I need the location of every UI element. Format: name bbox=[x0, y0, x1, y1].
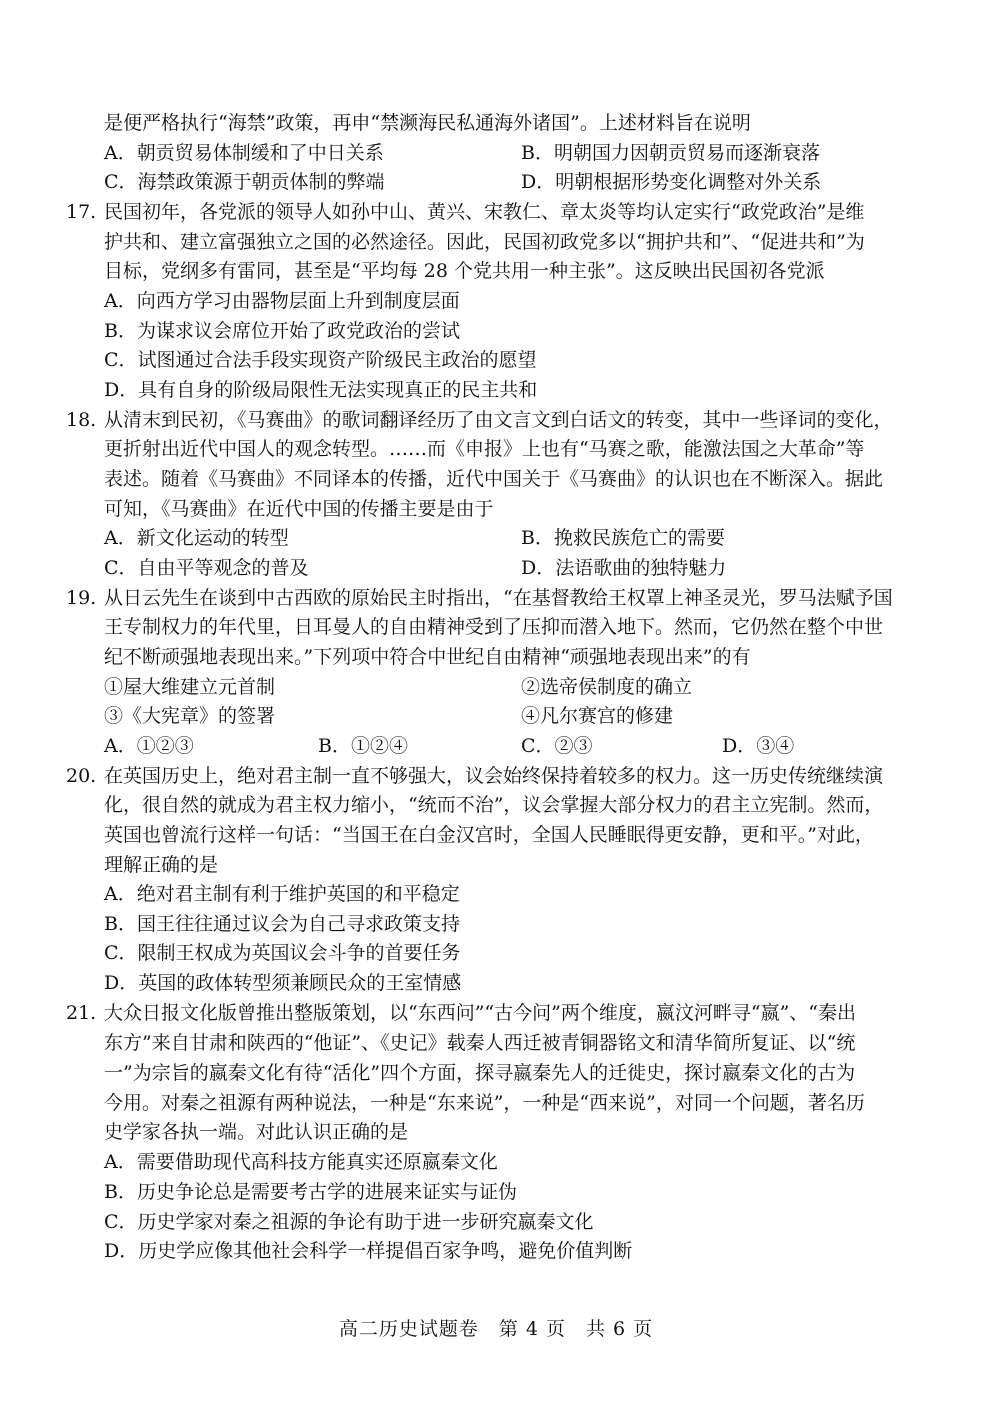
q19-option-a: A．①②③ bbox=[104, 735, 194, 757]
q21-stem-line: 今用。对秦之祖源有两种说法，一种是“东来说”，一种是“西来说”，对同一个问题，著名历 bbox=[104, 1092, 865, 1114]
q19-number: 19. bbox=[66, 587, 97, 609]
q16-option-b: B．明朝国力因朝贡贸易而逐渐衰落 bbox=[521, 142, 820, 164]
q18-option-a: A．新文化运动的转型 bbox=[104, 527, 289, 549]
q17-option-d: D．具有自身的阶级局限性无法实现真正的民主共和 bbox=[104, 379, 538, 401]
q17-option-b: B．为谋求议会席位开始了政党政治的尝试 bbox=[104, 320, 460, 342]
q18-stem-line: 更折射出近代中国人的观念转型。……而《申报》上也有“马赛之歌，能激法国之大革命”等 bbox=[104, 438, 865, 460]
q21-option-a: A．需要借助现代高科技方能真实还原嬴秦文化 bbox=[104, 1151, 498, 1173]
q16-option-a: A．朝贡贸易体制缓和了中日关系 bbox=[104, 142, 384, 164]
q19-option-b: B．①②④ bbox=[318, 735, 408, 757]
q17-option-a: A．向西方学习由器物层面上升到制度层面 bbox=[104, 290, 460, 312]
q16-option-d: D．明朝根据形势变化调整对外关系 bbox=[521, 171, 822, 193]
q20-option-b: B．国王往往通过议会为自己寻求政策支持 bbox=[104, 913, 460, 935]
q18-stem-line: 表述。随着《马赛曲》不同译本的传播，近代中国关于《马赛曲》的认识也在不断深入。据此 bbox=[104, 468, 884, 490]
q21-option-c: C．历史学家对秦之祖源的争论有助于进一步研究嬴秦文化 bbox=[104, 1211, 594, 1233]
q19-item-3: ③《大宪章》的签署 bbox=[104, 705, 276, 727]
q19-item-4: ④凡尔赛宫的修建 bbox=[521, 705, 674, 727]
q17-stem-line: 目标，党纲多有雷同，甚至是“平均每 28 个党共用一种主张”。这反映出民国初各党派 bbox=[104, 260, 825, 282]
page-footer: 高二历史试题卷 第 4 页 共 6 页 bbox=[338, 1318, 654, 1340]
q16-option-c: C．海禁政策源于朝贡体制的弊端 bbox=[104, 171, 385, 193]
q21-number: 21. bbox=[66, 1002, 97, 1024]
q21-stem-line: 史学家各执一端。对此认识正确的是 bbox=[104, 1121, 409, 1143]
q20-stem-line: 英国也曾流行这样一句话：“当国王在白金汉宫时，全国人民睡眠得更安静，更和平。”对此， bbox=[104, 824, 874, 846]
q19-item-2: ②选帝侯制度的确立 bbox=[521, 676, 693, 698]
q18-stem-line: 可知，《马赛曲》在近代中国的传播主要是由于 bbox=[104, 498, 494, 520]
q17-stem-line: 护共和、建立富强独立之国的必然途径。因此，民国初政党多以“拥护共和”、“促进共和”为 bbox=[104, 231, 865, 253]
q19-stem-line: 纪不断顽强地表现出来。”下列项中符合中世纪自由精神“顽强地表现出来”的有 bbox=[104, 646, 751, 668]
q21-option-d: D．历史学应像其他社会科学一样提倡百家争鸣，避免价值判断 bbox=[104, 1240, 633, 1262]
q19-option-d: D．③④ bbox=[722, 735, 795, 757]
q21-stem-line: 一”为宗旨的嬴秦文化有待“活化”四个方面，探寻嬴秦先人的迁徙史，探讨嬴秦文化的古为 bbox=[104, 1062, 856, 1084]
q18-option-d: D．法语歌曲的独特魅力 bbox=[521, 557, 727, 579]
q18-stem-line: 从清末到民初，《马赛曲》的歌词翻译经历了由文言文到白话文的转变，其中一些译词的变化， bbox=[104, 409, 893, 431]
q17-stem-line: 民国初年，各党派的领导人如孙中山、黄兴、宋教仁、章太炎等均认定实行“政党政治”是维 bbox=[104, 201, 865, 223]
q20-option-c: C．限制王权成为英国议会斗争的首要任务 bbox=[104, 942, 461, 964]
q21-option-b: B．历史争论总是需要考古学的进展来证实与证伪 bbox=[104, 1181, 517, 1203]
q19-option-c: C．②③ bbox=[521, 735, 593, 757]
q20-stem-line: 在英国历史上，绝对君主制一直不够强大，议会始终保持着较多的权力。这一历史传统继续演 bbox=[104, 765, 884, 787]
q18-number: 18. bbox=[66, 409, 97, 431]
q21-stem-line: 大众日报文化版曾推出整版策划，以“东西问”“古今问”两个维度，嬴汶河畔寻“嬴”、“秦出 bbox=[104, 1002, 856, 1024]
q19-stem-line: 从日云先生在谈到中古西欧的原始民主时指出，“在基督教给王权罩上神圣灵光，罗马法赋予国 bbox=[104, 587, 893, 609]
q20-option-a: A．绝对君主制有利于维护英国的和平稳定 bbox=[104, 883, 460, 905]
q18-option-c: C．自由平等观念的普及 bbox=[104, 557, 309, 579]
q17-number: 17. bbox=[66, 201, 97, 223]
q20-number: 20. bbox=[66, 765, 97, 787]
q19-stem-line: 王专制权力的年代里，日耳曼人的自由精神受到了压抑而潜入地下。然而，它仍然在整个中世 bbox=[104, 616, 884, 638]
q20-stem-line: 化，很自然的就成为君主权力缩小，“统而不治”，议会掌握大部分权力的君主立宪制。然而， bbox=[104, 794, 884, 816]
q18-option-b: B．挽救民族危亡的需要 bbox=[521, 527, 725, 549]
q16-stem-tail: 是便严格执行“海禁”政策，再申“禁濒海民私通海外诸国”。上述材料旨在说明 bbox=[104, 112, 751, 134]
q20-option-d: D．英国的政体转型须兼顾民众的王室情感 bbox=[104, 972, 462, 994]
q20-stem-line: 理解正确的是 bbox=[104, 854, 219, 876]
q17-option-c: C．试图通过合法手段实现资产阶级民主政治的愿望 bbox=[104, 349, 537, 371]
q19-item-1: ①屋大维建立元首制 bbox=[104, 676, 276, 698]
q21-stem-line: 东方”来自甘肃和陕西的“他证”、《史记》载秦人西迁被青铜器铭文和清华简所复证、以“统 bbox=[104, 1032, 856, 1054]
